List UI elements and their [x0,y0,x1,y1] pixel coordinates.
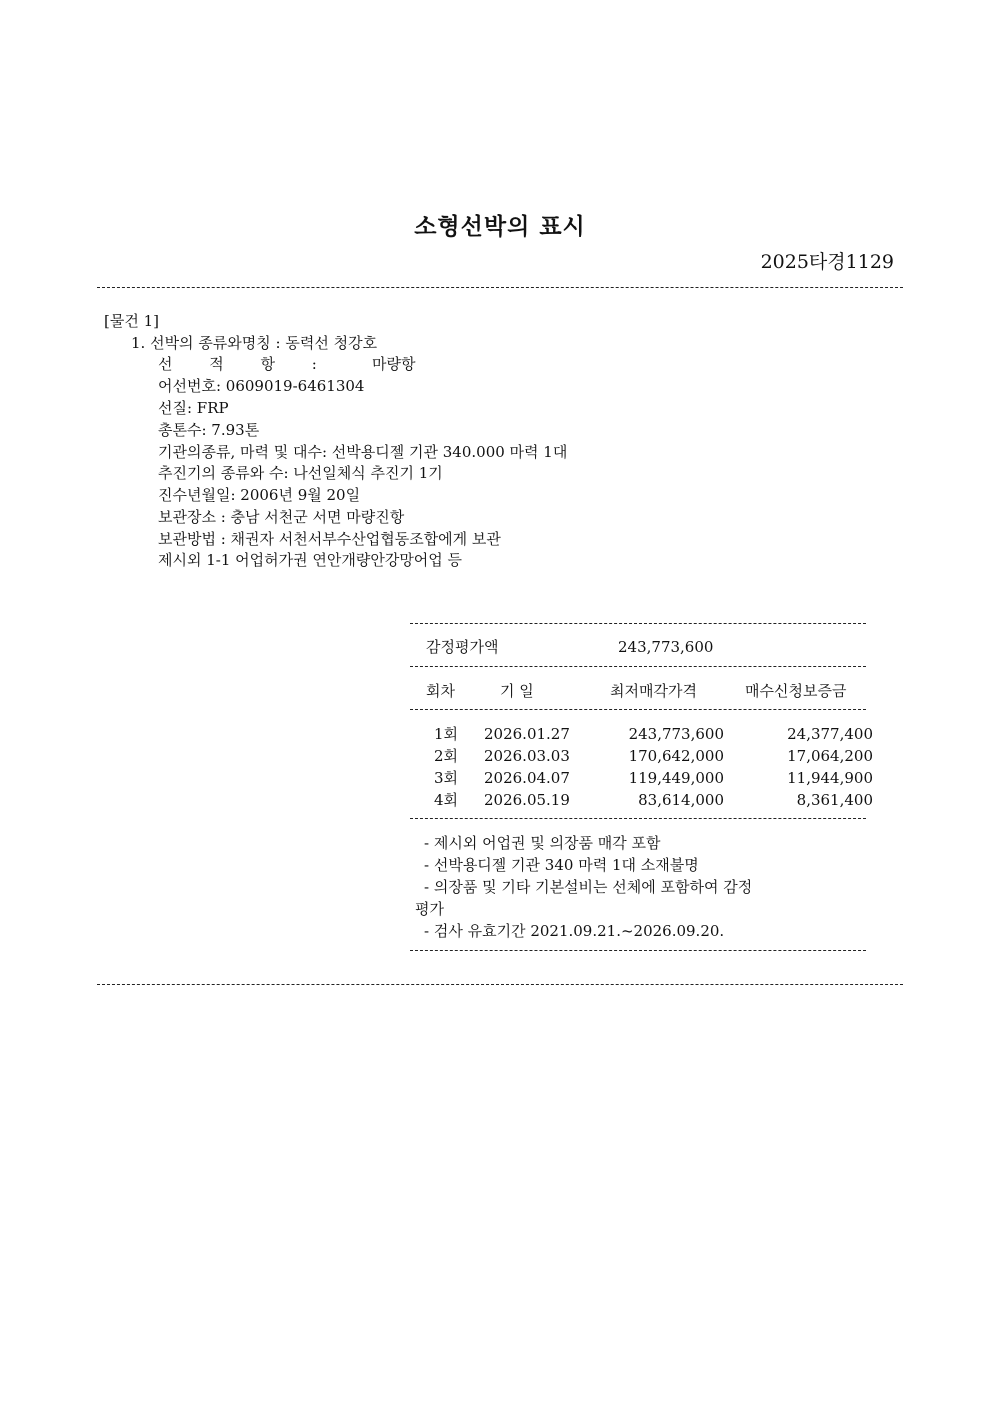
min-price-cell: 170,642,000 [628,747,724,765]
round-cell: 2회 [433,747,458,765]
col-header-min-price: 최저매각가격 [610,682,697,700]
note-line: - 제시외 어업권 및 의장품 매각 포함 [424,834,661,852]
col-header-round: 회차 [426,682,455,700]
min-price-cell: 83,614,000 [638,791,724,809]
col-header-deposit: 매수신청보증금 [745,682,847,700]
gross-tonnage: 총톤수: 7.93톤 [158,421,260,439]
note-line: - 검사 유효기간 2021.09.21.~2026.09.20. [424,922,725,940]
appraisal-label: 감정평가액 [426,638,499,656]
note-line: - 선박용디젤 기관 340 마력 1대 소재불명 [424,856,699,874]
appraisal-value: 243,773,600 [618,638,714,656]
storage-place: 보관장소 : 충남 서천군 서면 마량진항 [158,508,405,526]
note-line: - 의장품 및 기타 기본설비는 선체에 포함하여 감정 [424,878,753,896]
date-cell: 2026.01.27 [484,725,570,743]
date-cell: 2026.04.07 [484,769,570,787]
appraisal-top-divider [410,623,866,624]
deposit-cell: 8,361,400 [796,791,873,809]
case-number: 2025타경1129 [760,251,894,273]
hull-material: 선질: FRP [158,399,229,417]
bottom-divider [97,984,903,985]
deposit-cell: 24,377,400 [787,725,873,743]
launch-date: 진수년월일: 2006년 9월 20일 [158,486,361,504]
col-header-date: 기 일 [500,682,534,700]
notes-bottom-divider [410,950,866,951]
storage-method: 보관방법 : 채권자 서천서부수산업협동조합에게 보관 [158,530,501,548]
document-title: 소형선박의 표시 [414,214,586,240]
note-line: 평가 [415,900,444,918]
round-cell: 4회 [433,791,458,809]
deposit-cell: 11,944,900 [787,769,873,787]
top-divider [97,287,903,288]
schedule-header-divider [410,709,866,710]
port-value: 마량항 [372,355,416,373]
round-cell: 1회 [433,725,458,743]
date-cell: 2026.03.03 [484,747,570,765]
min-price-cell: 119,449,000 [628,769,724,787]
excluded-items: 제시외 1-1 어업허가권 연안개량안강망어업 등 [158,551,463,569]
propeller-info: 추진기의 종류와 수: 나선일체식 추진기 1기 [158,464,443,482]
min-price-cell: 243,773,600 [628,725,724,743]
vessel-type-name: 1. 선박의 종류와명칭 : 동력선 청강호 [131,334,378,352]
date-cell: 2026.05.19 [484,791,570,809]
item-header: [물건 1] [104,312,159,330]
deposit-cell: 17,064,200 [787,747,873,765]
port-label: 선 적 항 : [158,355,333,373]
schedule-bottom-divider [410,818,866,819]
fishing-vessel-number: 어선번호: 0609019-6461304 [158,377,365,395]
appraisal-bottom-divider [410,666,866,667]
engine-info: 기관의종류, 마력 및 대수: 선박용디젤 기관 340.000 마력 1대 [158,443,568,461]
round-cell: 3회 [433,769,458,787]
